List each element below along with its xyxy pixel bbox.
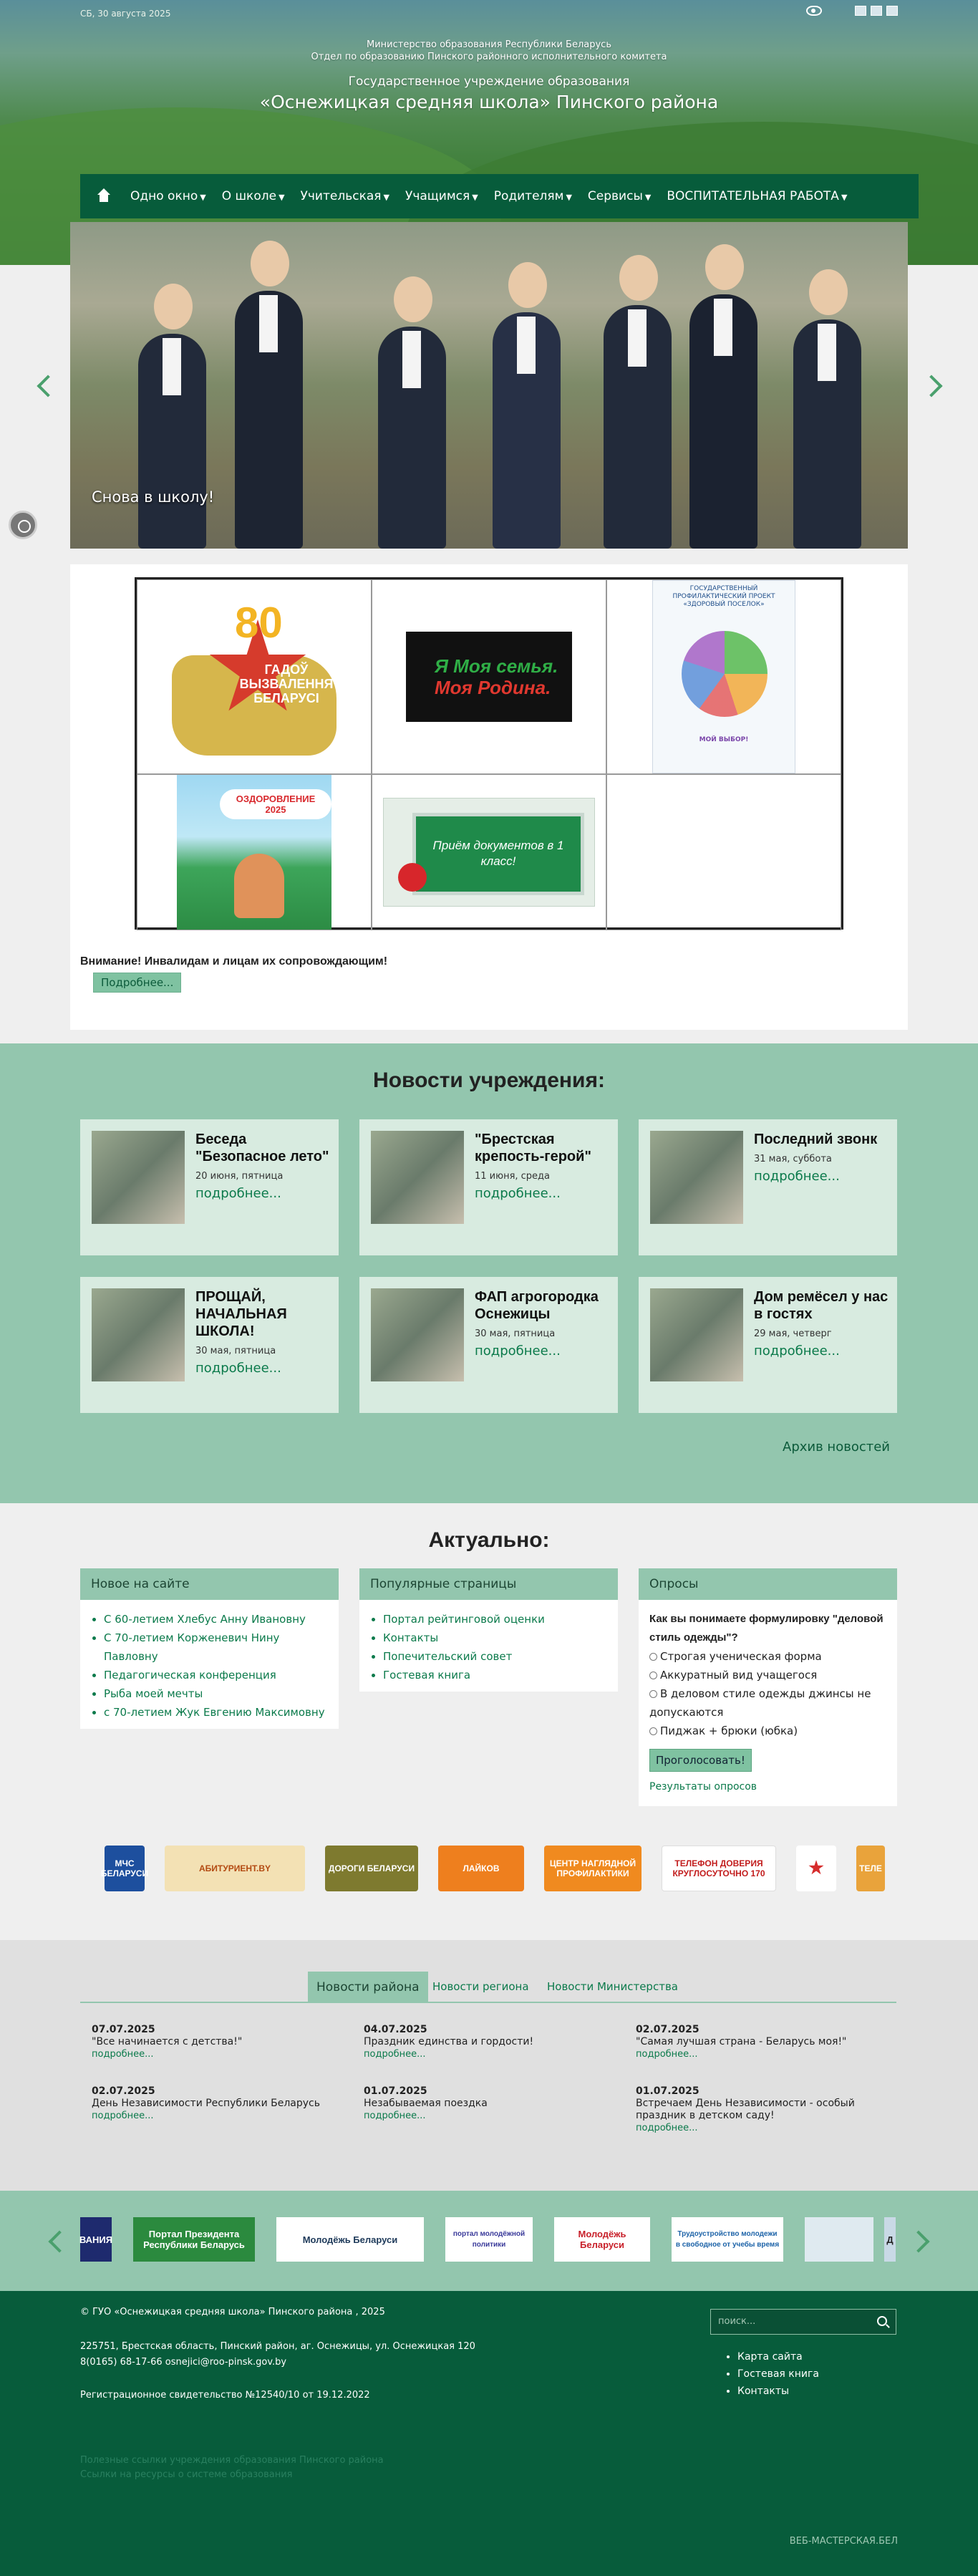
footer-contacts: 8(0165) 68-17-66 osnejici@roo-pinsk.gov.by [80,2357,287,2368]
search-placeholder: поиск... [718,2316,756,2327]
logo-partial[interactable]: ТЕЛЕ [856,1846,885,1891]
logo-roads[interactable]: ДОРОГИ БЕЛАРУСИ [325,1846,418,1891]
banner-cell [372,579,606,774]
news-photo[interactable] [92,1131,185,1224]
useful-links-carousel [100,1846,885,1891]
news-card[interactable] [359,1119,618,1255]
news-photo[interactable] [92,1288,185,1381]
popular-pages-list [359,1600,618,1692]
news-title[interactable]: Беседа "Безопасное лето" [195,1132,329,1164]
news-card[interactable] [80,1119,339,1255]
poll-option[interactable] [649,1722,886,1740]
nav-item-education-work[interactable] [667,189,847,203]
nav-item-teachers[interactable] [301,189,389,203]
nav-item-students[interactable] [405,189,478,203]
chevron-down-icon: ▼ [279,193,285,202]
news-title[interactable]: Последний звонк [754,1132,878,1147]
region-news-item[interactable] [92,2024,349,2060]
footer-copyright: © ГУО «Оснежицкая средняя школа» Пинского района , 2025 [80,2307,385,2317]
banner-family-line1: Я Моя семья. [435,655,558,677]
nav-item-label: Учащимся [405,189,470,203]
radio-button[interactable] [649,1671,657,1679]
chevron-down-icon: ▼ [472,193,478,202]
chevron-down-icon: ▼ [644,193,652,202]
region-news-section [0,1940,978,2191]
region-news-date: 07.07.2025 [92,2024,155,2035]
ministry-title: Министерство образования Республики Беларусь [367,39,611,50]
slider-photo-detail [705,244,744,290]
news-more-link[interactable]: подробнее... [195,1186,281,1201]
low-vision-eye-icon[interactable] [806,6,822,16]
partner-logo-partial[interactable]: Д [884,2217,896,2262]
news-card-body [195,1288,331,1376]
home-icon[interactable] [96,188,112,204]
news-more-link[interactable]: подробнее... [195,1361,281,1376]
logo-abiturient[interactable]: АБИТУРИЕНТ.BY [165,1846,305,1891]
news-title[interactable]: Дом ремёсел у нас в гостях [754,1289,889,1322]
region-news-more-link[interactable]: подробнее... [364,2111,426,2121]
slider-photo-child [689,294,757,549]
logo-prevention-center[interactable]: ЦЕНТР НАГЛЯДНОЙ ПРОФИЛАКТИКИ [544,1846,641,1891]
news-more-link[interactable]: подробнее... [754,1344,840,1359]
partners-carousel [0,2191,978,2291]
site-footer [0,2291,978,2576]
nav-item-parents[interactable] [494,189,572,203]
news-date: 20 июня, пятница [195,1171,284,1182]
institution-news-section [0,1043,978,1503]
region-news-title[interactable]: "Самая лучшая страна - Беларусь моя!" [636,2036,847,2047]
banner-recreation-text: ОЗДОРОВЛЕНИЕ 2025 [220,789,331,819]
banner-recreation-figure [234,854,284,918]
list-item[interactable]: • С 60-летием Хлебус Анну Ивановну [104,1610,328,1629]
region-news-item[interactable] [92,2085,349,2122]
slider-photo-detail [259,295,278,352]
slider-photo-detail [508,262,547,308]
language-flag-icon[interactable] [855,6,866,16]
banner-table [135,577,843,930]
institution-type: Государственное учреждение образования [348,74,630,89]
banner-cell [137,579,372,774]
slider-photo-child [493,312,561,549]
nav-item-label: Сервисы [587,189,643,203]
news-date: 31 мая, суббота [754,1154,832,1164]
nav-item-label: Родителям [493,189,564,203]
partner-logo[interactable] [805,2217,873,2262]
footer-link-guestbook[interactable]: • Гостевая книга [737,2365,819,2383]
school-name[interactable]: «Оснежицкая средняя школа» Пинского района [259,92,719,112]
partner-logo-youth-policy[interactable]: портал молодёжной политики [445,2217,533,2262]
slider-photo-child [604,305,672,549]
footer-address: 225751, Брестская область, Пинский район, аг. Оснежицы, ул. Оснежицкая 120 [80,2341,475,2352]
poll-form [639,1600,897,1806]
region-news-more-link[interactable]: подробнее... [92,2049,154,2060]
disability-notice: Внимание! Инвалидам и лицам их сопровождающим! [80,955,388,968]
popular-pages-panel [359,1568,618,1692]
footer-muted-links [80,2454,384,2482]
poll-option-label: Аккуратный вид учащегося [660,1669,818,1682]
new-on-site-list [80,1600,339,1729]
banner-family-line2: Моя Родина. [435,677,551,698]
list-item[interactable]: • Рыба моей мечты [104,1684,328,1703]
region-news-item[interactable] [636,2024,894,2060]
partner-logo-employment[interactable]: Трудоустройство молодежи в свободное от учебы время [672,2217,783,2262]
photo-slider[interactable] [70,222,908,549]
logo-hotline-170[interactable]: ТЕЛЕФОН ДОВЕРИЯ КРУГЛОСУТОЧНО 170 [662,1846,776,1891]
banner-cell [372,774,606,930]
chevron-down-icon: ▼ [383,193,389,202]
banner-80-years[interactable] [165,591,344,763]
poll-results-link[interactable]: Результаты опросов [649,1781,757,1793]
language-flag-icon[interactable] [886,6,898,16]
region-news-date: 04.07.2025 [364,2024,427,2035]
search-icon[interactable] [877,2316,887,2326]
news-photo[interactable] [371,1288,464,1381]
tab-district-news[interactable]: Новости района [308,1972,428,2003]
partners-next-arrow-icon[interactable] [907,2230,929,2252]
slider-next-arrow-icon[interactable] [920,375,942,397]
poll-option-label: В деловом стиле одежды джинсы не допускаются [649,1687,871,1719]
region-news-title[interactable]: Праздник единства и гордости! [364,2036,534,2047]
slider-photo-detail [818,324,836,381]
slider-photo-detail [628,309,647,367]
footer-search-input[interactable] [710,2309,896,2335]
banner-document-admission[interactable] [383,798,595,907]
polls-panel [639,1568,897,1806]
news-section-title: Новости учреждения: [373,1068,605,1092]
footer-links [737,2348,819,2400]
banner-admission-text: Приём документов в 1 класс! [412,813,584,895]
region-news-item[interactable] [364,2024,621,2060]
current-date: СБ, 30 августа 2025 [80,9,171,19]
list-item[interactable]: • Гостевая книга [383,1666,607,1684]
footer-muted-link[interactable]: Полезные ссылки учреждения образования Пинского района [80,2455,384,2466]
news-title[interactable]: "Брестская крепость-герой" [475,1132,591,1164]
list-item[interactable]: • Контакты [383,1629,607,1647]
region-news-more-link[interactable]: подробнее... [92,2111,154,2121]
banners-section [70,564,908,1030]
news-date: 29 мая, четверг [754,1328,832,1339]
news-title[interactable]: ФАП агрогородка Оснежицы [475,1289,599,1322]
poll-option-label: Пиджак + брюки (юбка) [660,1724,798,1737]
poll-question: Как вы понимаете формулировку "деловой стиль одежды"? [649,1613,883,1644]
news-photo[interactable] [371,1131,464,1224]
new-on-site-panel [80,1568,339,1729]
chevron-down-icon: ▼ [200,193,206,202]
region-news-tabs [80,1972,896,2003]
poll-option[interactable] [649,1647,886,1666]
slider-photo-detail [517,317,536,374]
nav-item-label: О школе [221,189,277,203]
partners-prev-arrow-icon[interactable] [48,2230,70,2252]
news-card-body [475,1131,611,1201]
tab-region-news[interactable]: Новости региона [432,1980,529,1993]
region-news-title[interactable]: "Все начинается с детства!" [92,2036,243,2047]
language-flag-icon[interactable] [871,6,882,16]
actual-section-title: Актуально: [428,1528,550,1552]
panel-header: Популярные страницы [359,1568,618,1600]
partner-logo-youth[interactable]: Молодёжь Беларуси [276,2217,424,2262]
radio-button[interactable] [649,1653,657,1661]
banner-cell-empty [606,774,841,930]
news-card[interactable] [639,1277,897,1413]
footer-link-sitemap[interactable]: • Карта сайта [737,2348,819,2365]
region-news-title[interactable]: День Независимости Республики Беларусь [92,2098,320,2109]
news-title[interactable]: ПРОЩАЙ, НАЧАЛЬНАЯ ШКОЛА! [195,1289,287,1339]
poll-option-label: Строгая ученическая форма [660,1650,822,1663]
news-card[interactable] [359,1277,618,1413]
news-date: 30 мая, пятница [195,1346,276,1356]
slider-photo-detail [714,299,732,356]
slider-photo-child [793,319,861,549]
news-card-body [475,1288,611,1359]
nav-item-one-window[interactable] [130,189,206,203]
slider-caption: Снова в школу! [92,488,215,506]
healthy-circle-graphic [682,631,768,717]
footer-link-contacts[interactable]: • Контакты [737,2383,819,2400]
region-news-date: 02.07.2025 [636,2024,699,2035]
partner-logo[interactable]: ВАНИЯ [80,2217,112,2262]
poll-option[interactable] [649,1666,886,1684]
slider-photo-detail [163,338,181,395]
banner-80-text: ГАДОЎ ВЫЗВАЛЕННЯ БЕЛАРУСІ [239,662,334,705]
list-item[interactable]: • Педагогическая конференция [104,1666,328,1684]
news-photo[interactable] [650,1131,743,1224]
region-news-date: 01.07.2025 [364,2085,427,2097]
region-news-item[interactable] [364,2085,621,2122]
region-news-title[interactable]: Встречаем День Независимости - особый праздник в детском саду! [636,2098,855,2121]
region-news-more-link[interactable]: подробнее... [636,2123,698,2133]
news-more-link[interactable]: подробнее... [475,1186,561,1201]
footer-registration: Регистрационное свидетельство №12540/10 от 19.12.2022 [80,2390,370,2401]
banner-family-homeland[interactable] [406,632,572,722]
news-photo[interactable] [650,1288,743,1381]
developer-credit[interactable]: ВЕБ-МАСТЕРСКАЯ.БЕЛ [789,2536,898,2547]
region-news-title[interactable]: Незабываемая поездка [364,2098,488,2109]
news-card-body [754,1288,890,1359]
header-tools [806,6,898,16]
partner-logo-president[interactable]: Портал Президента Республики Беларусь [133,2217,255,2262]
slider-photo-detail [251,241,289,286]
news-more-link[interactable]: подробнее... [475,1344,561,1359]
banner-cell [137,774,372,930]
slider-photo-detail [402,331,421,388]
department-title: Отдел по образованию Пинского районного исполнительного комитета [311,52,667,62]
slider-photo-child [138,334,206,549]
radio-button[interactable] [649,1727,657,1735]
chevron-down-icon: ▼ [566,193,572,202]
news-archive-link[interactable]: Архив новостей [783,1439,890,1455]
news-card-body [195,1131,331,1201]
nav-item-services[interactable] [588,189,651,203]
region-news-more-link[interactable]: подробнее... [364,2049,426,2060]
header-titles [0,39,978,112]
nav-item-label: ВОСПИТАТЕЛЬНАЯ РАБОТА [667,189,839,203]
nav-item-label: Одно окно [130,189,198,203]
slider-photo-child [378,327,446,549]
region-news-date: 01.07.2025 [636,2085,699,2097]
slider-prev-arrow-icon[interactable] [37,375,59,397]
logo-laikov[interactable]: ЛАЙКОВ [438,1846,524,1891]
slider-photo-detail [619,255,658,301]
list-item[interactable]: • С 70-летием Корженевич Нину Павловну [104,1629,328,1666]
logo-mchs[interactable]: МЧС БЕЛАРУСИ [105,1846,145,1891]
news-card-body [754,1131,890,1184]
footer-muted-link[interactable]: Ссылки на ресурсы о системе образования [80,2469,293,2480]
apple-icon [398,863,427,892]
region-news-item[interactable] [636,2085,894,2134]
nav-item-label: Учительская [300,189,382,203]
region-news-date: 02.07.2025 [92,2085,155,2097]
panel-header: Опросы [639,1568,897,1600]
accessibility-icon[interactable] [9,511,37,539]
banner-healthy-bottom: МОЙ ВЫБОР! [699,736,749,743]
logo-star-icon[interactable]: ★ [796,1846,836,1891]
banner-cell [606,579,841,774]
banner-80-number: 80 [235,599,283,647]
news-more-link[interactable]: подробнее... [754,1169,840,1184]
actual-section [0,1503,978,1940]
partner-logo-youth-belarus[interactable]: Молодёжь Беларуси [554,2217,650,2262]
news-card[interactable] [639,1119,897,1255]
slider-photo-detail [394,276,432,322]
more-button[interactable]: Подробнее... [93,973,181,993]
chevron-down-icon: ▼ [841,193,848,202]
list-item[interactable]: • Портал рейтинговой оценки [383,1610,607,1629]
banner-healthy-title: ГОСУДАРСТВЕННЫЙ ПРОФИЛАКТИЧЕСКИЙ ПРОЕКТ «ЗДОРОВЫЙ ПОСЕЛОК» [672,585,775,608]
poll-option[interactable] [649,1684,886,1722]
tab-ministry-news[interactable]: Новости Министерства [547,1980,678,1993]
banner-healthy-village[interactable] [652,580,795,773]
banner-recreation-2025[interactable] [177,775,331,930]
news-date: 30 мая, пятница [475,1328,556,1339]
main-navigation [80,174,919,218]
slider-photo-child [235,291,303,549]
slider-photo-detail [154,284,193,329]
vote-button[interactable]: Проголосовать! [649,1749,752,1772]
news-date: 11 июня, среда [475,1171,551,1182]
list-item[interactable]: • с 70-летием Жук Евгению Максимовну [104,1703,328,1722]
slider-photo-detail [809,269,848,315]
region-news-more-link[interactable]: подробнее... [636,2049,698,2060]
nav-item-about[interactable] [222,189,285,203]
list-item[interactable]: • Попечительский совет [383,1647,607,1666]
panel-header: Новое на сайте [80,1568,339,1600]
news-card[interactable] [80,1277,339,1413]
radio-button[interactable] [649,1690,657,1698]
